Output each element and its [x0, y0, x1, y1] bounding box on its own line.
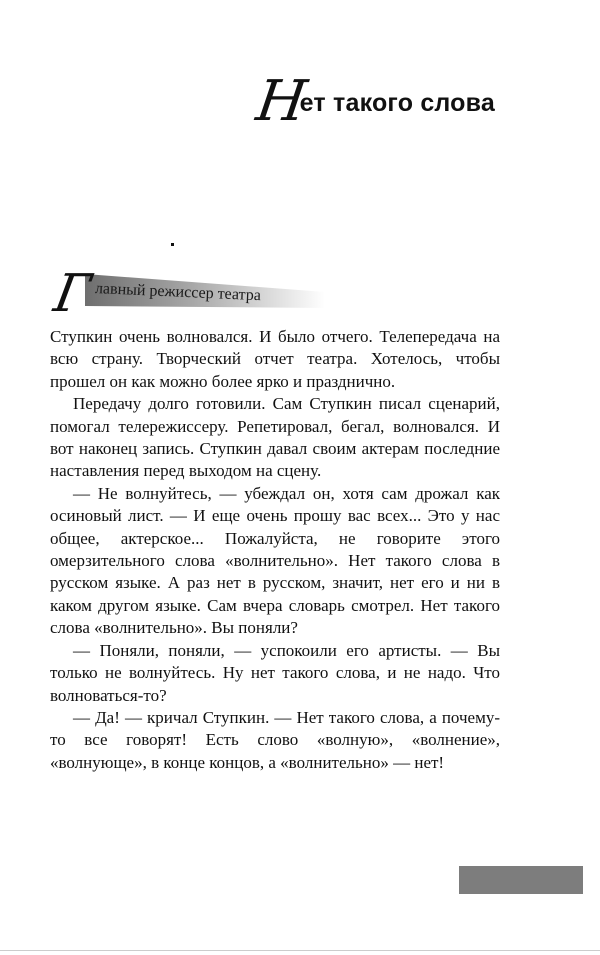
decorative-dot [171, 243, 174, 246]
paragraph-3: — Не волнуйтесь, — убеждал он, хотя сам дрожал как осиновый лист. — И еще очень прошу вас всех... Это у нас общее, актерское... Пожалуйста, не говорите этого омерзительного слова «волнительно». Нет такого слова в русском языке. А раз нет в русском, значит, нет его и ни в каком другом языке. Сам вчера словарь смотрел. Нет такого слова «волнительно». Вы поняли? [50, 483, 500, 638]
paragraph-4: — Поняли, поняли, — успокоили его артисты. — Вы только не волнуйтесь. Ну нет такого слова, и не надо. Что волноваться-то? [50, 640, 500, 705]
story-body [50, 326, 500, 774]
decorative-grey-bar [459, 866, 583, 894]
chapter-title-initial: Н [252, 69, 311, 134]
page-edge-line [0, 950, 600, 951]
paragraph-1: Ступкин очень волновался. И было отчего. Телепередача на всю страну. Творческий отчет театра. Хотелось, чтобы прошел он как можно более ярко и празднично. [50, 327, 500, 391]
paragraph-5: — Да! — кричал Ступкин. — Нет такого слова, а почему-то все говорят! Есть слово «волную», «волнение», «волнующе», в конце концов, а «волнительно» — нет! [50, 707, 500, 772]
chapter-title-text: ет такого слова [299, 89, 495, 117]
intro-initial: Г [49, 264, 95, 324]
intro-text: лавный режиссер театра [94, 280, 262, 305]
paragraph-2: Передачу долго готовили. Сам Ступкин писал сценарий, помогал телережиссеру. Репетировал, бегал, волновался. И вот наконец запись. Ступкин давал своим актерам последние наставления перед выходом на сцену. [50, 394, 500, 481]
intro-banner [49, 264, 325, 324]
chapter-title [252, 69, 495, 134]
